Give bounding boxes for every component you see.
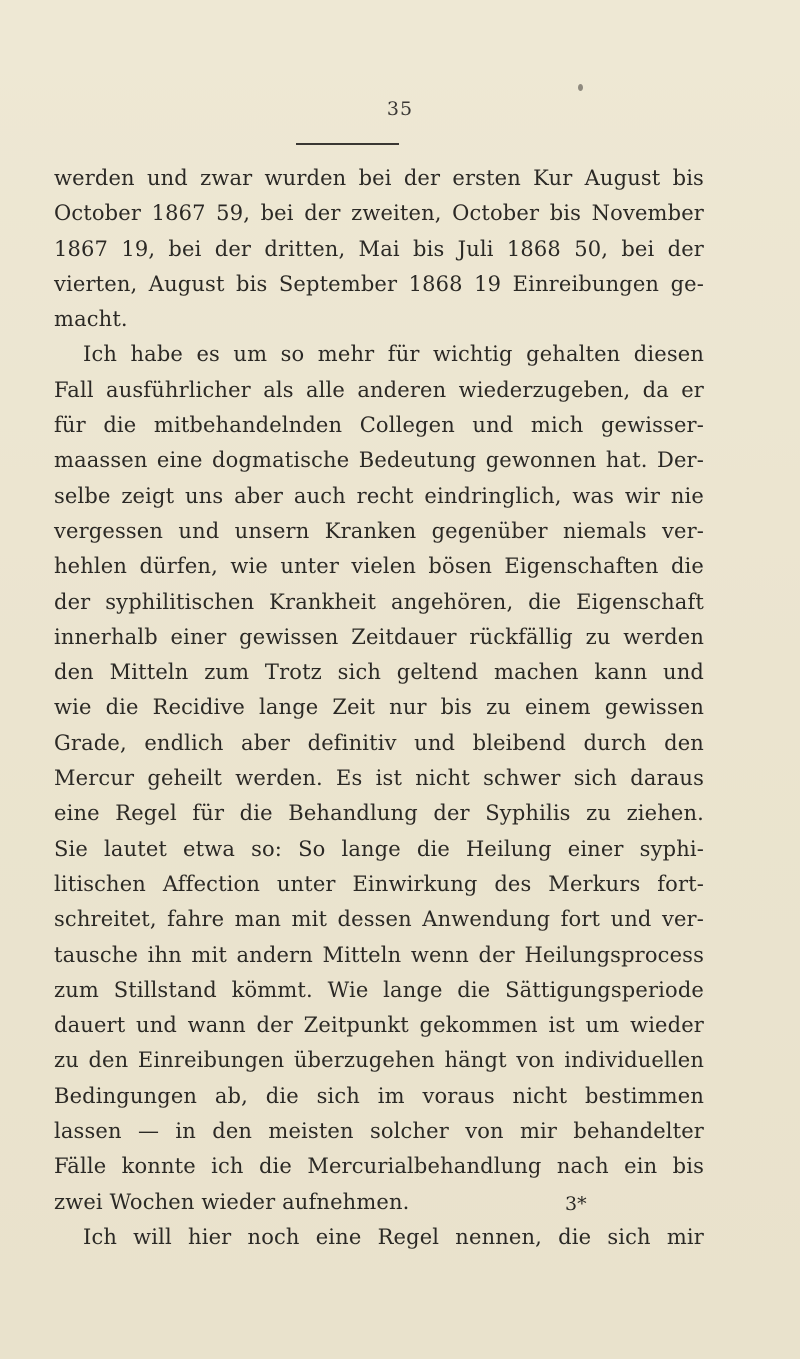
signature-mark: 3* — [565, 1193, 587, 1215]
body-text — [54, 161, 704, 1255]
text-line: zu den Einreibungen überzugehen hängt von individuellen — [54, 1048, 704, 1073]
text-line: Fälle konnte ich die Mercurialbehandlung nach ein bis — [54, 1154, 704, 1179]
text-line: October 1867 59, bei der zweiten, October bis November — [54, 201, 704, 226]
text-line: den Mitteln zum Trotz sich geltend machen kann und — [54, 660, 704, 685]
text-line: innerhalb einer gewissen Zeitdauer rückfällig zu werden — [54, 624, 704, 649]
text-line: Mercur geheilt werden. Es ist nicht schwer sich daraus — [54, 766, 704, 791]
text-line: hehlen dürfen, wie unter vielen bösen Eigenschaften die — [54, 554, 704, 579]
text-line: tausche ihn mit andern Mitteln wenn der Heilungsprocess — [54, 942, 704, 967]
text-line: Ich will hier noch eine Regel nennen, die sich mir — [83, 1224, 704, 1249]
page-number: 35 — [386, 98, 414, 120]
text-line: eine Regel für die Behandlung der Syphilis zu ziehen. — [54, 801, 704, 826]
text-line: zum Stillstand kömmt. Wie lange die Sättigungsperiode — [54, 977, 704, 1002]
text-line: vergessen und unsern Kranken gegenüber niemals ver- — [54, 518, 704, 543]
text-line: macht. — [54, 307, 128, 332]
text-line: vierten, August bis September 1868 19 Einreibungen ge- — [54, 271, 704, 296]
text-line: werden und zwar wurden bei der ersten Kur August bis — [54, 166, 704, 190]
text-line: 1867 19, bei der dritten, Mai bis Juli 1868 50, bei der — [54, 236, 704, 261]
text-line: Grade, endlich aber definitiv und bleibend durch den — [54, 730, 704, 755]
header-rule — [296, 143, 399, 145]
text-line: zwei Wochen wieder aufnehmen. — [54, 1189, 410, 1214]
text-line: Fall ausführlicher als alle anderen wiederzugeben, da er — [54, 377, 704, 402]
text-line: Ich habe es um so mehr für wichtig gehalten diesen — [83, 342, 704, 367]
text-line: Bedingungen ab, die sich im voraus nicht bestimmen — [54, 1083, 704, 1108]
text-line: litischen Affection unter Einwirkung des Merkurs fort- — [54, 871, 704, 896]
text-line: maassen eine dogmatische Bedeutung gewonnen hat. Der- — [54, 448, 704, 473]
text-line: dauert und wann der Zeitpunkt gekommen ist um wieder — [54, 1013, 704, 1038]
text-line: für die mitbehandelnden Collegen und mich gewisser- — [54, 413, 704, 438]
text-line: selbe zeigt uns aber auch recht eindringlich, was wir nie — [54, 483, 704, 508]
text-line: schreitet, fahre man mit dessen Anwendung fort und ver- — [54, 907, 704, 932]
text-line: der syphilitischen Krankheit angehören, die Eigenschaft — [54, 589, 704, 614]
text-line: Sie lautet etwa so: So lange die Heilung einer syphi- — [54, 836, 704, 861]
text-line: wie die Recidive lange Zeit nur bis zu einem gewissen — [54, 695, 704, 720]
text-line: lassen — in den meisten solcher von mir behandelter — [54, 1119, 704, 1144]
ink-speck — [578, 84, 583, 91]
